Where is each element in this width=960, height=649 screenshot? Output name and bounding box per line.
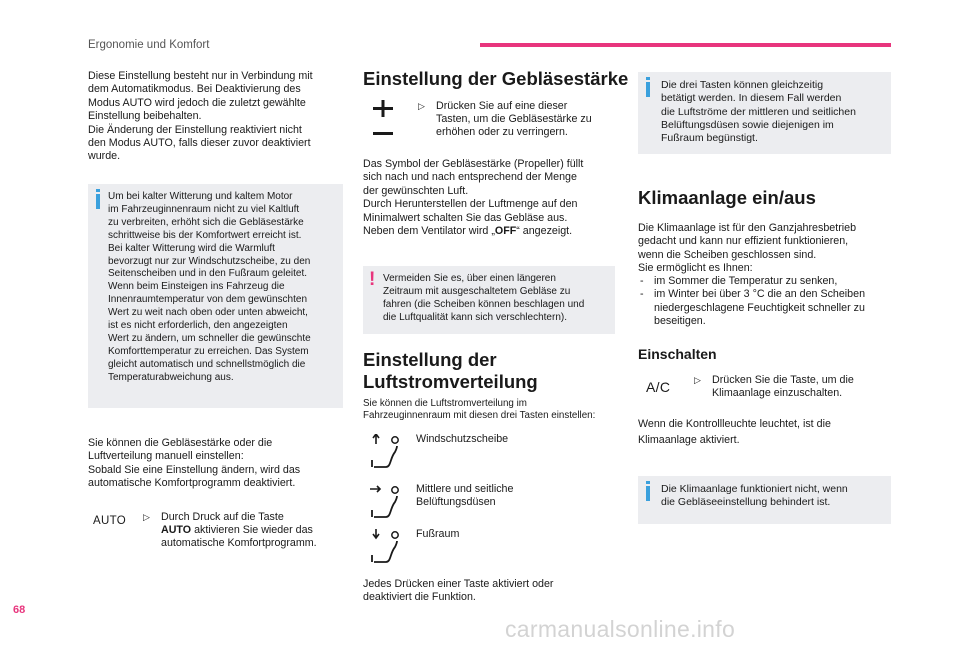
fan-plus-minus-icon <box>370 100 396 140</box>
distribution-intro: Sie können die Luftstromverteilung im Fahrzeuginnenraum mit diesen drei Tasten einstellen: <box>363 398 596 422</box>
fan-off-label: OFF <box>494 225 517 238</box>
info-box-top-text: Die drei Tasten können gleichzeitig betätigt werden. In diesem Fall werden die Luftströme der mittleren und seitlichen Belüftungsdüsen sowie diejenigen im Fußraum begünstigt. <box>661 79 856 145</box>
press-bullet-icon: ▷ <box>143 512 150 522</box>
fan-paragraph <box>363 158 618 238</box>
auto-button-label: AUTO <box>93 515 126 527</box>
info-icon <box>96 194 100 209</box>
info-box-bottom-text: Die Klimaanlage funktioniert nicht, wenn die Gebläseeinstellung behindert ist. <box>661 483 848 509</box>
page-number: 68 <box>13 604 26 616</box>
info-box-ac-note <box>638 476 891 524</box>
ac-benefits-list <box>638 275 898 329</box>
heading-fan-speed: Einstellung der Gebläsestärke <box>363 68 629 89</box>
auto-bullet <box>143 511 348 556</box>
warning-box <box>363 266 615 334</box>
list-item-text: im Winter bei über 3 °C die an den Scheiben niedergeschlagene Feuchtigkeit schneller zu beseitigen. <box>654 288 866 328</box>
option-vents-label: Mittlere und seitliche Belüftungsdüsen <box>416 483 514 509</box>
heading-air-conditioning: Klimaanlage ein/aus <box>638 187 816 208</box>
ac-paragraph: Die Klimaanlage ist für den Ganzjahresbetrieb gedacht und kann nur effizient funktionieren, wenn die Scheiben geschlossen sind. Sie ermöglicht es Ihnen: <box>638 222 857 275</box>
auto-bullet-bold: AUTO <box>161 524 192 537</box>
info-box-text: Um bei kalter Witterung und kaltem Motor im Fahrzeuginnenraum nicht zu viel Kaltluft zu verbreiten, erhöht sich die Gebläsestärke schrittweise bis der Komfortwert erreicht ist. Bei kalter Witterung wird die Warmluft bevorzugt nur zur Windschutzscheibe, zu den Seitenscheiben und in den Fußraum geleitet. Wenn beim Einsteigen ins Fahrzeug die Innenraumtemperatur von dem gewünschten Wert zu weit nach oben oder unten abweicht, ist es nicht erforderlich, den angezeigten Wert zu ändern, um schneller die gewünschte Komforttemperatur zu erreichen. Das System gleicht automatisch und schnellstmöglich die Temperaturabweichung aus. <box>108 191 311 383</box>
warning-box-text: Vermeiden Sie es, über einen längeren Zeitraum mit ausgeschaltetem Gebläse zu fahren (die Scheiben können beschlagen und die Luftqualität kann sich verschlechtern). <box>383 273 585 323</box>
option-windscreen-label: Windschutzscheibe <box>416 433 509 445</box>
intro-paragraph: Diese Einstellung besteht nur in Verbindung mit dem Automatikmodus. Bei Deaktivierung des Modus AUTO wird jedoch die zuletzt gewählte Einstellung beibehalten. Die Änderung der Einstellung reaktiviert nicht den Modus AUTO, falls dieser zuvor deaktiviert wurde. <box>88 70 313 163</box>
fan-paragraph-end: “ angezeigt. <box>516 225 573 238</box>
footwell-airflow-icon <box>368 529 404 565</box>
ac-led-paragraph: Wenn die Kontrollleuchte leuchtet, ist die Klimaanlage aktiviert. <box>638 418 831 446</box>
ac-bullet-text: Drücken Sie die Taste, um die Klimaanlage einzuschalten. <box>712 374 854 400</box>
press-bullet-icon: ▷ <box>418 101 425 111</box>
fan-bullet-text: Drücken Sie auf eine dieser Tasten, um die Gebläsestärke zu erhöhen oder zu verringern. <box>436 100 592 139</box>
manual-settings-paragraph: Sie können die Gebläsestärke oder die Luftverteilung manuell einstellen: Sobald Sie eine Einstellung ändern, wird das automatische Komfortprogramm deaktiviert. <box>88 437 301 490</box>
section-accent-bar <box>480 43 891 47</box>
heading-switch-on: Einschalten <box>638 346 717 362</box>
info-icon <box>646 486 650 501</box>
fan-bullet <box>418 100 618 142</box>
list-item <box>638 288 898 328</box>
auto-bullet-text: Durch Druck auf die Taste <box>161 511 284 523</box>
watermark: carmanualsonline.info <box>505 616 736 642</box>
windscreen-airflow-icon <box>368 434 404 470</box>
heading-air-distribution: Einstellung der Luftstromverteilung <box>363 349 538 392</box>
press-bullet-icon: ▷ <box>694 375 701 385</box>
ac-button-label: A/C <box>646 379 671 395</box>
section-title: Ergonomie und Komfort <box>88 39 210 51</box>
vents-airflow-icon <box>368 484 404 520</box>
warning-icon: ! <box>369 269 376 290</box>
list-item <box>638 275 898 288</box>
distribution-closing: Jedes Drücken einer Taste aktiviert oder deaktiviert die Funktion. <box>363 578 554 604</box>
info-box-simultaneous <box>638 72 891 154</box>
auto-bullet-text-rest: aktivieren Sie wieder das automatische Komfortprogramm. <box>161 524 317 550</box>
list-item-text: im Sommer die Temperatur zu senken, <box>654 275 838 287</box>
info-icon <box>646 82 650 97</box>
fan-paragraph-text: Das Symbol der Gebläsestärke (Propeller) füllt sich nach und nach entsprechend der Menge der gewünschten Luft. Durch Herunterstellen der Luftmenge auf den Minimalwert schalten Sie das Gebläse aus. Neben dem Ventilator wird „ <box>363 158 584 238</box>
info-box-cold-weather <box>88 184 343 408</box>
ac-bullet <box>694 374 894 404</box>
option-footwell-label: Fußraum <box>416 528 460 540</box>
